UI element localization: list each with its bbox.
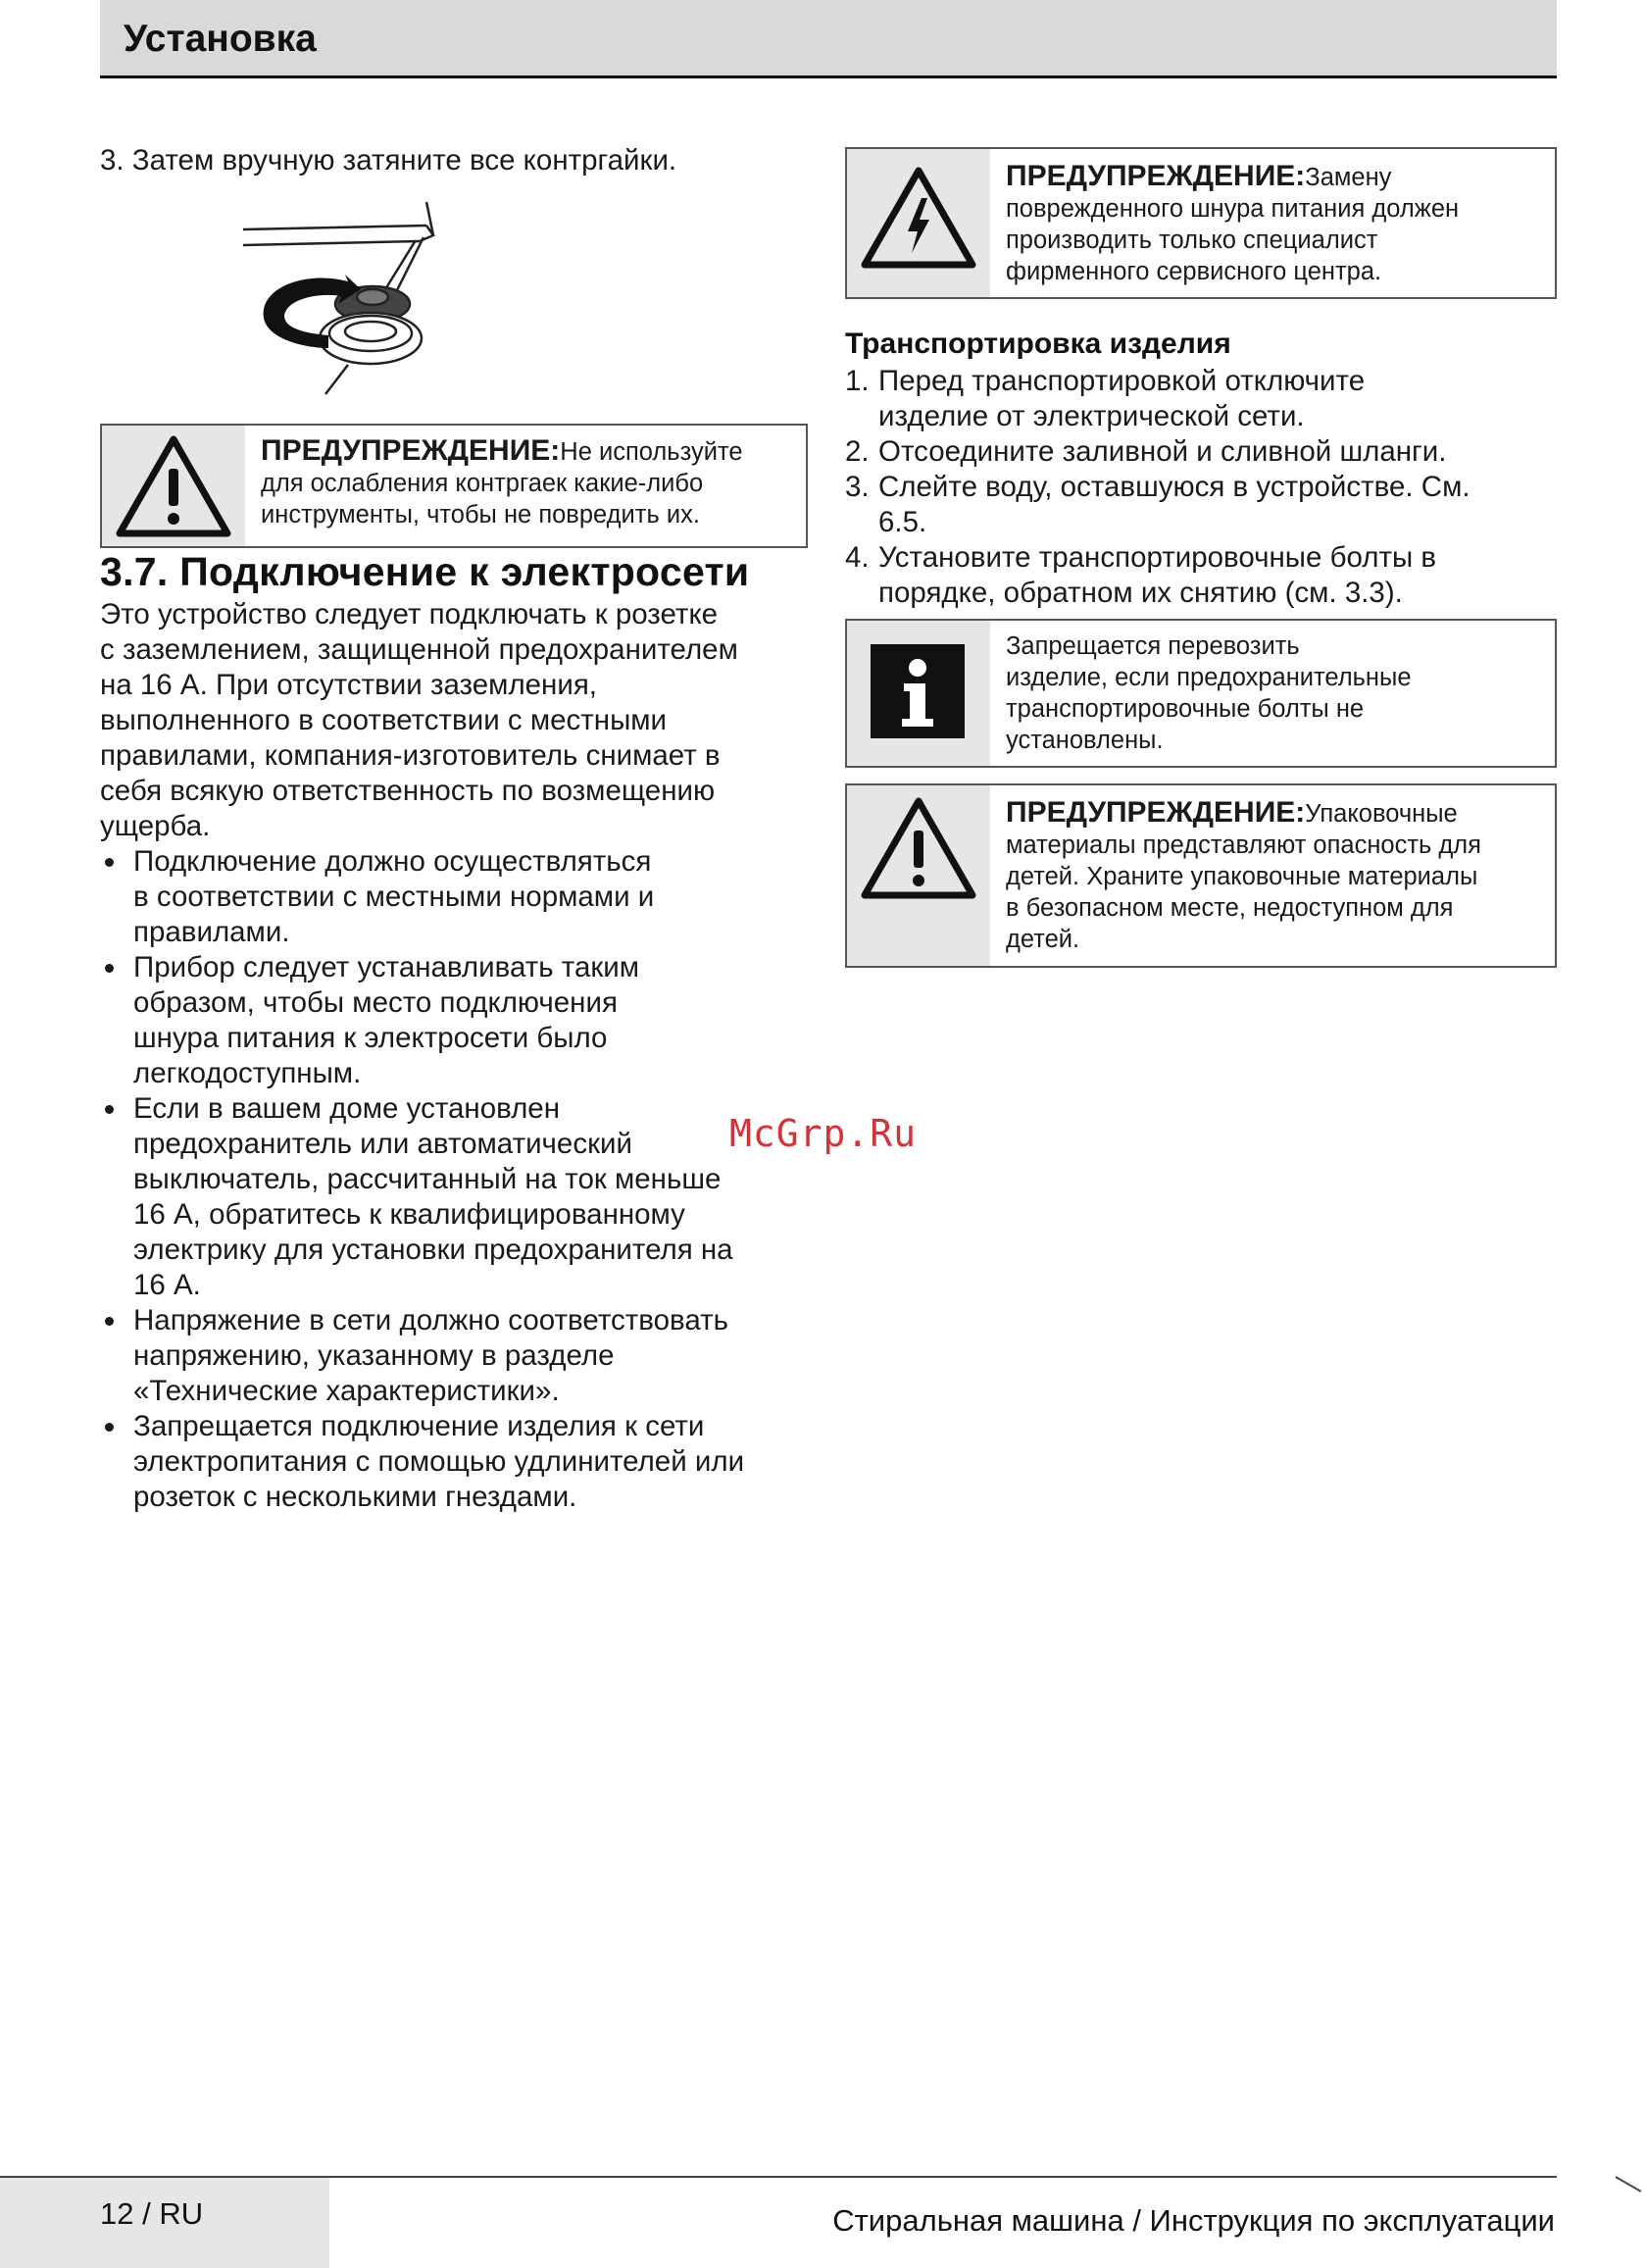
transport-steps-list xyxy=(845,364,1555,611)
bullet-line: легкодоступным. xyxy=(133,1057,362,1089)
warning-title: ПРЕДУПРЕЖДЕНИЕ: xyxy=(1006,796,1306,829)
warning-line: детей. xyxy=(1006,926,1080,953)
step-number: 4. xyxy=(845,541,870,574)
list-item xyxy=(100,1303,816,1409)
warning-icon-cell xyxy=(102,426,245,546)
warning-line: для ослабления контргаек какие-либо xyxy=(261,470,704,497)
list-item xyxy=(845,470,1555,540)
warning-text-locknuts xyxy=(261,435,795,530)
info-line: Запрещается перевозить xyxy=(1006,632,1300,660)
warning-line: инструменты, чтобы не повредить их. xyxy=(261,501,700,529)
bullet-line: шнура питания к электросети было xyxy=(133,1022,608,1054)
step-line: Перед транспортировкой отключите xyxy=(878,365,1366,397)
bullet-line: выключатель, рассчитанный на ток меньше xyxy=(133,1163,722,1195)
footer-corner-mark xyxy=(1616,2176,1642,2192)
warning-line: производить только специалист xyxy=(1006,227,1378,254)
bullet-line: электропитания с помощью удлинителей или xyxy=(133,1445,745,1478)
paragraph-line: выполненного в соответствии с местными xyxy=(100,704,668,736)
warning-text-power-cord xyxy=(1006,161,1545,287)
list-item xyxy=(100,950,816,1091)
step-line: Отсоедините заливной и сливной шланги. xyxy=(878,435,1447,468)
paragraph-line: ущерба. xyxy=(100,810,211,842)
footer-document-title: Стиральная машина / Инструкция по эксплуатации xyxy=(832,2203,1555,2238)
info-line: транспортировочные болты не xyxy=(1006,695,1365,723)
warning-triangle-icon xyxy=(112,431,235,539)
watermark: McGrp.Ru xyxy=(729,1112,918,1155)
warning-title: ПРЕДУПРЕЖДЕНИЕ: xyxy=(261,434,561,467)
bullet-line: Прибор следует устанавливать таким xyxy=(133,951,640,983)
bullet-line: электрику для установки предохранителя на xyxy=(133,1234,733,1266)
warning-line: Не используйте xyxy=(560,438,743,466)
warning-icon-cell xyxy=(847,785,990,966)
warning-box-locknuts xyxy=(100,424,808,548)
list-item xyxy=(845,364,1555,434)
info-icon xyxy=(867,640,969,742)
bullet-line: напряжению, указанному в разделе xyxy=(133,1339,615,1372)
step-line: Установите транспортировочные болты в xyxy=(878,541,1437,574)
list-item xyxy=(845,434,1555,470)
step-line: Слейте воду, оставшуюся в устройстве. См. xyxy=(878,471,1471,503)
info-icon-cell xyxy=(847,621,990,766)
bullet-line: 16 А, обратитесь к квалифицированному xyxy=(133,1198,685,1231)
bullet-line: в соответствии с местными нормами и xyxy=(133,881,655,913)
warning-line: Упаковочные xyxy=(1305,800,1458,828)
locknut-tightening-illustration xyxy=(235,186,529,407)
warning-line: в безопасном месте, недоступном для xyxy=(1006,894,1454,922)
page-header xyxy=(100,0,1557,78)
step-line: порядке, обратном их снятию (см. 3.3). xyxy=(878,577,1403,609)
info-line: изделие, если предохранительные xyxy=(1006,664,1412,691)
paragraph-line: Это устройство следует подключать к розетке xyxy=(100,598,719,630)
bullet-line: предохранитель или автоматический xyxy=(133,1128,632,1160)
connection-rules-list xyxy=(100,844,816,1515)
warning-box-power-cord xyxy=(845,147,1557,299)
paragraph-line: правилами, компания-изготовитель снимает в xyxy=(100,739,721,772)
intro-paragraph xyxy=(100,597,806,844)
paragraph-line: себя всякую ответственность по возмещению xyxy=(100,775,716,807)
section-heading-3-7: 3.7. Подключение к электросети xyxy=(100,549,750,594)
bullet-line: Запрещается подключение изделия к сети xyxy=(133,1410,705,1442)
step-number: 2. xyxy=(845,435,870,468)
list-item xyxy=(100,1409,816,1515)
bullet-line: Подключение должно осуществляться xyxy=(133,845,652,878)
list-item xyxy=(845,540,1555,611)
warning-line: Замену xyxy=(1305,164,1392,191)
warning-line: детей. Храните упаковочные материалы xyxy=(1006,863,1478,890)
bullet-line: Напряжение в сети должно соответствовать xyxy=(133,1304,728,1336)
info-line: установлены. xyxy=(1006,727,1164,754)
step-number: 1. xyxy=(845,365,870,397)
header-title: Установка xyxy=(124,18,317,60)
warning-line: поврежденного шнура питания должен xyxy=(1006,195,1460,223)
step-3-text: 3. Затем вручную затяните все контргайки. xyxy=(100,144,677,176)
bullet-line: образом, чтобы место подключения xyxy=(133,986,618,1019)
bullet-line: «Технические характеристики». xyxy=(133,1375,560,1407)
list-item xyxy=(100,844,816,950)
bullet-line: правилами. xyxy=(133,916,290,948)
warning-triangle-icon xyxy=(857,793,980,901)
step-number: 3. xyxy=(845,471,870,503)
page-number: 12 / RU xyxy=(100,2196,204,2231)
warning-line: фирменного сервисного центра. xyxy=(1006,258,1382,285)
warning-box-packaging xyxy=(845,783,1557,968)
warning-text-packaging xyxy=(1006,797,1545,955)
step-line: изделие от электрической сети. xyxy=(878,400,1305,432)
paragraph-line: с заземлением, защищенной предохранителем xyxy=(100,633,738,666)
bullet-line: 16 А. xyxy=(133,1269,201,1301)
transport-heading: Транспортировка изделия xyxy=(845,328,1231,360)
step-line: 6.5. xyxy=(878,506,927,538)
info-box-transport-bolts xyxy=(845,619,1557,768)
electric-hazard-icon xyxy=(857,163,980,271)
bullet-line: Если в вашем доме установлен xyxy=(133,1092,561,1125)
warning-line: материалы представляют опасность для xyxy=(1006,832,1481,859)
paragraph-line: на 16 А. При отсутствии заземления, xyxy=(100,669,598,701)
info-text xyxy=(1006,630,1545,756)
list-item xyxy=(100,1091,816,1303)
warning-icon-cell xyxy=(847,149,990,297)
bullet-line: розеток с несколькими гнездами. xyxy=(133,1481,577,1513)
warning-title: ПРЕДУПРЕЖДЕНИЕ: xyxy=(1006,160,1306,192)
